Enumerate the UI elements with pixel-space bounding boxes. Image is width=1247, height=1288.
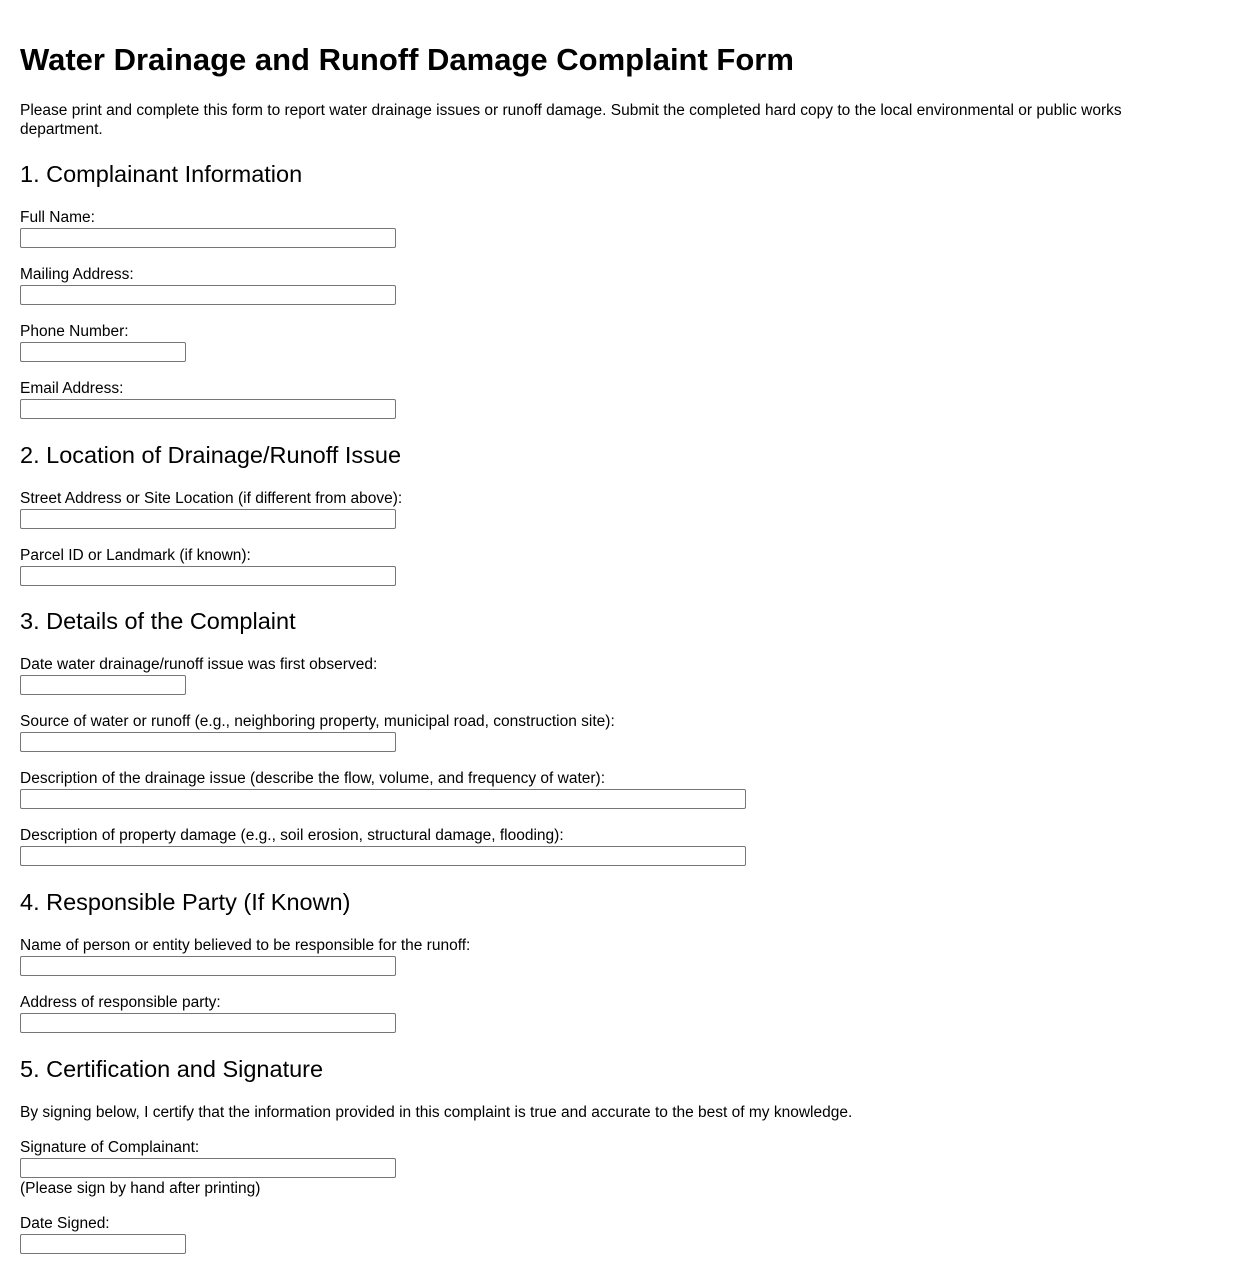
date-signed-field[interactable] xyxy=(20,1234,186,1254)
phone-number-field[interactable] xyxy=(20,342,186,362)
responsible-name-field[interactable] xyxy=(20,956,396,976)
responsible-address-field[interactable] xyxy=(20,1013,396,1033)
full-name-label: Full Name: xyxy=(20,209,95,226)
phone-number-label: Phone Number: xyxy=(20,323,129,340)
email-address-field[interactable] xyxy=(20,399,396,419)
street-address-label: Street Address or Site Location (if different from above): xyxy=(20,490,403,507)
date-signed-label: Date Signed: xyxy=(20,1215,110,1232)
full-name-field[interactable] xyxy=(20,228,396,248)
section-title-complainant: 1. Complainant Information xyxy=(20,161,303,187)
water-source-field[interactable] xyxy=(20,732,396,752)
damage-description-field[interactable] xyxy=(20,846,746,866)
date-observed-label: Date water drainage/runoff issue was first observed: xyxy=(20,656,378,673)
mailing-address-field[interactable] xyxy=(20,285,396,305)
street-address-field[interactable] xyxy=(20,509,396,529)
section-title-certification: 5. Certification and Signature xyxy=(20,1056,324,1082)
responsible-address-label: Address of responsible party: xyxy=(20,994,221,1011)
signature-note: (Please sign by hand after printing) xyxy=(20,1180,261,1197)
page-title: Water Drainage and Runoff Damage Complaint Form xyxy=(20,42,794,77)
intro-text: Please print and complete this form to report water drainage issues or runoff damage. Submit the completed hard copy to the local environmental or public works department. xyxy=(20,102,1122,138)
drainage-description-field[interactable] xyxy=(20,789,746,809)
certification-statement: By signing below, I certify that the information provided in this complaint is true and accurate to the best of my knowledge. xyxy=(20,1104,853,1121)
email-address-label: Email Address: xyxy=(20,380,124,397)
parcel-id-label: Parcel ID or Landmark (if known): xyxy=(20,547,251,564)
signature-label: Signature of Complainant: xyxy=(20,1139,200,1156)
section-title-location: 2. Location of Drainage/Runoff Issue xyxy=(20,442,402,468)
section-title-details: 3. Details of the Complaint xyxy=(20,608,296,634)
damage-description-label: Description of property damage (e.g., soil erosion, structural damage, flooding): xyxy=(20,827,564,844)
date-observed-field[interactable] xyxy=(20,675,186,695)
section-title-responsible: 4. Responsible Party (If Known) xyxy=(20,889,351,915)
mailing-address-label: Mailing Address: xyxy=(20,266,134,283)
signature-field[interactable] xyxy=(20,1158,396,1178)
water-source-label: Source of water or runoff (e.g., neighboring property, municipal road, construction site): xyxy=(20,713,615,730)
responsible-name-label: Name of person or entity believed to be responsible for the runoff: xyxy=(20,937,471,954)
parcel-id-field[interactable] xyxy=(20,566,396,586)
drainage-description-label: Description of the drainage issue (describe the flow, volume, and frequency of water): xyxy=(20,770,606,787)
